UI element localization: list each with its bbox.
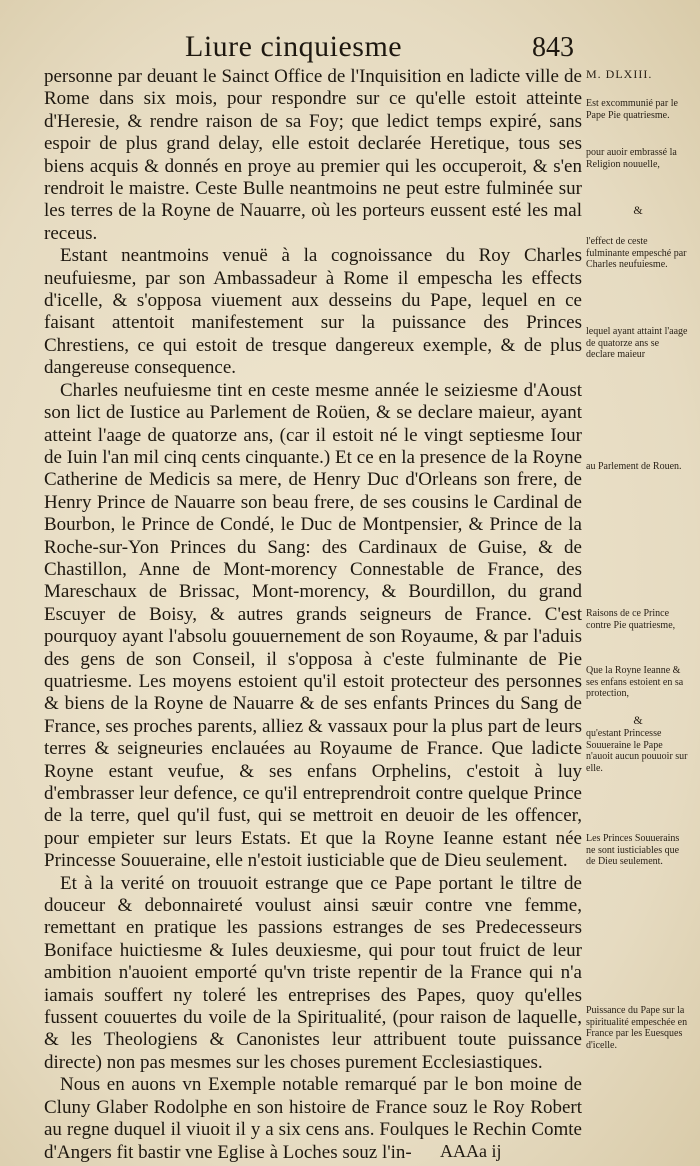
margin-year: M. DLXIII. — [586, 67, 653, 81]
page-header — [0, 30, 700, 70]
margin-note-parlement: au Parlement de Rouen. — [586, 461, 682, 472]
margin-note-amp2: & — [633, 713, 643, 727]
margin-note-puissance: Puissance du Pape sur la spiritualité empeschée en France par les Euesques d'icelle. — [586, 1005, 688, 1051]
main-text-column — [44, 66, 582, 1164]
margin-note-princes: Les Princes Souuerains ne sont iusticiables que de Dieu seulement. — [586, 833, 680, 867]
margin-note-excommunie: Est excommunié par le Pape Pie quatriesme. — [586, 98, 678, 121]
paragraph-exemple: Nous en auons vn Exemple notable remarqué par le bon moine de Cluny Glaber Rodolphe en son histoire de France souz le Roy Robert au regne duquel il viuoit il y a six cens ans. Foulques le Rechin Comte d'Angers fit bastir vne Eglise à Loches souz l'in- — [44, 1074, 582, 1163]
running-title: Liure cinquiesme — [185, 30, 403, 63]
margin-note-amp: & — [633, 203, 643, 217]
page-number: 843 — [532, 32, 574, 63]
paragraph-bulle: personne par deuant le Sainct Office de l'Inquisition en ladicte ville de Rome dans six mois, pour respondre sur ce qu'elle estoit atteinte d'Heresie, & rendre raison de sa Foy; que ledict temps expiré, sans espoir de plus grand delay, elle estoit declarée Heretique, tous ses biens acquis & donnés en proye au premier qui les occuperoit, & s'en rendroit le maistre. Ceste Bulle neantmoins ne peut estre fulminée sur les terres de la Royne de Nauarre, où les porteurs eussent esté les mal receus. — [44, 66, 582, 244]
margin-note-raisons: Raisons de ce Prince contre Pie quatriesme, — [586, 608, 676, 631]
signature-mark: AAAa ij — [440, 1141, 502, 1161]
margin-note-religion: pour auoir embrassé la Religion nouuelle, — [586, 147, 677, 170]
paragraph-opposition: Estant neantmoins venuë à la cognoissance du Roy Charles neufuiesme, par son Ambassadeur à Rome il empescha les effects d'icelle, & s'opposa viuement aux desseins du Pape, lequel en ce faisant attentoit manifestement sur la puissance des Princes Chrestiens, ce qui estoit de tresque dangereux exemple, & de plus dangereuse consequence. — [44, 245, 582, 379]
paragraph-verite: Et à la verité on trouuoit estrange que ce Pape portant le tiltre de douceur & debonnaireté voulust ainsi sæuir contre vne femme, remettant en pratique les passions estranges de ses Predecesseurs Boniface huictiesme & Iules deuxiesme, qui pour tout fruict de leur ambition n'auoient emporté qu'vn triste repentir de la France qui n'a iamais souffert ny toleré les entreprises des Papes, quoy qu'elles fussent couuertes du voile de la Spiritualité, (pour raison de laquelle, & les Theologiens & Canonistes leur attribuent toute puissance directe) non pas mesmes sur les choses purement Ecclesiastiques. — [44, 872, 582, 1073]
margin-note-maieur: lequel ayant attaint l'aage de quatorze ans se declare maieur — [586, 326, 688, 360]
paragraph-charles-ix: Charles neufuiesme tint en ceste mesme année le seiziesme d'Aoust son lict de Iustice au Parlement de Roüen, & se declare maieur, ayant atteint l'aage de quatorze ans, (car il estoit né le vingt septiesme Iour de Iuin l'an mil cinq cents cinquante.) Et ce en la presence de la Royne Catherine de Medicis sa mere, de Henry Duc d'Orleans son frere, de Henry Prince de Nauarre son beau frere, de ses cousins le Cardinal de Bourbon, le Prince de Condé, le Duc de Montpensier, & Prince de la Roche-sur-Yon Princes du Sang: des Cardinaux de Guise, & de Chastillon, Anne de Mont-morency Connestable de France, des Mareschaux de Brissac, Mont-morency, & Bourdillon, du grand Escuyer de Boisy, & autres grands seigneurs de France. C'est pourquoy ayant l'absolu gouuernement de son Royaume, & par l'aduis des gens de son Conseil, il s'opposa à c'este fulminante de Pie quatriesme. Les moyens estoient qu'il estoit protecteur des personnes & biens de la Royne de Nauarre & de ses enfants Princes du Sang de France, ses proches parents, alliez & vassaux pour la plus part de leurs terres & seigneuries enclauées au Royaume de France. Que ladicte Royne estant veufue, & ses enfans Orphelins, c'estoit à luy d'embrasser leur defence, ce qu'il entreprendroit contre quelque Prince de la terre, quel qu'il fust, qui se mettroit en deuoir de les offencer, pour empieter sur leurs Estats. Et que la Royne Ieanne estant née Princesse Souueraine, elle n'estoit iusticiable que de Dieu seulement. — [44, 379, 582, 872]
margin-note-royne: Que la Royne Ieanne & ses enfans estoient en sa protection, — [586, 665, 684, 699]
margin-note-effect: l'effect de ceste fulminante empesché par Charles neufuiesme. — [586, 236, 687, 270]
margin-note-souueraine: qu'estant Princesse Souueraine le Pape n'auoit aucun pouuoir sur elle. — [586, 728, 688, 774]
